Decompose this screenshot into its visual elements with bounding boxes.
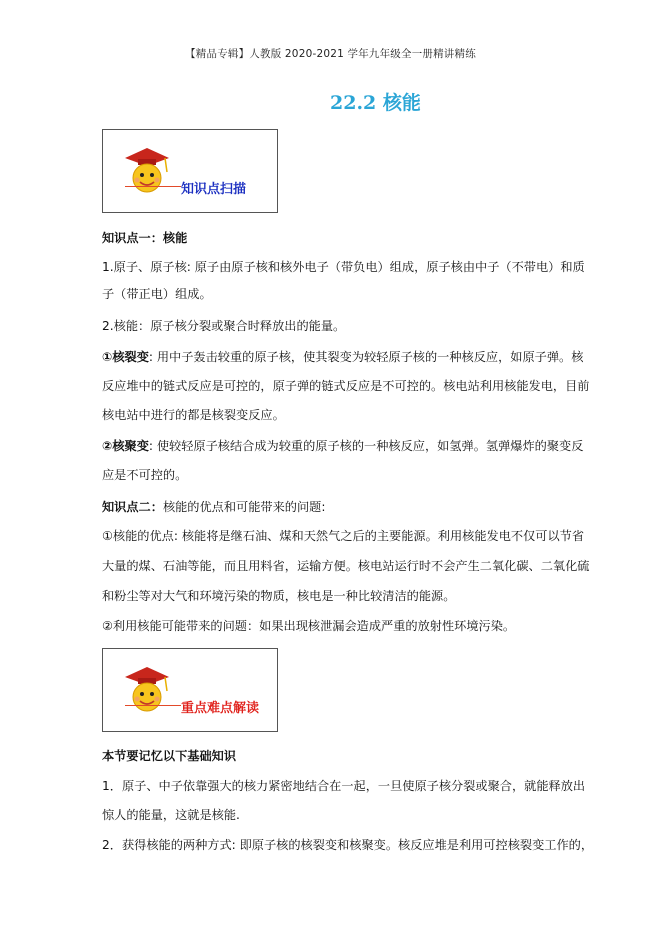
fusion-text: : 使较轻原子核结合成为较重的原子核的一种核反应，如氢弹。氢弹爆炸的聚变反 <box>148 439 584 453</box>
knowledge-scan-banner <box>102 129 278 213</box>
section1-line2: 子（带正电）组成。 <box>102 287 212 301</box>
graduate-emoji-icon <box>121 142 173 196</box>
section1-line6: 核电站中进行的都是核裂变反应。 <box>102 408 285 422</box>
graduate-emoji-icon <box>121 661 173 715</box>
section1-line5: 反应堆中的链式反应是可控的，原子弹的链式反应是不可控的。核电站利用核能发电，目前 <box>102 379 590 393</box>
section2-line2: 大量的煤、石油等能，而且用料省，运输方便。核电站运行时不会产生二氧化碳、二氧化硫 <box>102 559 590 573</box>
key-points-banner <box>102 648 278 732</box>
section3-heading: 本节要记忆以下基础知识 <box>102 749 237 763</box>
fission-paragraph <box>102 349 584 366</box>
section2-heading-rest: 核能的优点和可能带来的问题: <box>162 500 326 514</box>
banner-underline <box>125 705 181 706</box>
section2-line4: ②利用核能可能带来的问题：如果出现核泄漏会造成严重的放射性环境污染。 <box>102 619 516 633</box>
section3-line3: 2．获得核能的两种方式: 即原子核的核裂变和核聚变。核反应堆是利用可控核裂变工作的， <box>102 838 594 852</box>
page-header: 【精品专辑】人教版 2020-2021 学年九年级全一册精讲精练 <box>185 48 476 60</box>
fusion-term: ②核聚变 <box>102 439 149 453</box>
section1-line3: 2.核能：原子核分裂或聚合时释放出的能量。 <box>102 319 346 333</box>
section2-heading-bold: 知识点二： <box>102 500 163 514</box>
fission-term: ①核裂变 <box>102 350 149 364</box>
section3-line2: 惊人的能量，这就是核能. <box>102 808 240 822</box>
page-title: 22.2 核能 <box>330 92 421 114</box>
section1-line8: 应是不可控的。 <box>102 468 188 482</box>
fission-text: : 用中子轰击较重的原子核，使其裂变为较轻原子核的一种核反应，如原子弹。核 <box>148 350 584 364</box>
fusion-paragraph <box>102 438 584 455</box>
banner-label: 重点难点解读 <box>181 701 260 716</box>
section1-line1: 1.原子、原子核: 原子由原子核和核外电子（带负电）组成，原子核由中子（不带电）和质 <box>102 260 585 274</box>
section2-heading <box>102 499 564 516</box>
section2-line1: ①核能的优点: 核能将是继石油、煤和天然气之后的主要能源。利用核能发电不仅可以节省 <box>102 529 585 543</box>
section1-heading: 知识点一：核能 <box>102 231 188 245</box>
section2-line3: 和粉尘等对大气和环境污染的物质，核电是一种比较清洁的能源。 <box>102 589 456 603</box>
banner-label: 知识点扫描 <box>181 182 247 197</box>
banner-underline <box>125 186 181 187</box>
section3-line1: 1．原子、中子依靠强大的核力紧密地结合在一起，一旦使原子核分裂或聚合，就能释放出 <box>102 779 586 793</box>
